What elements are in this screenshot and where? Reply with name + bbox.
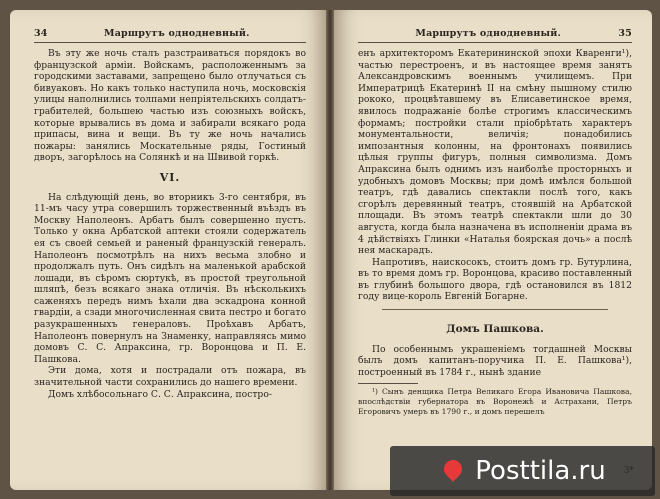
paragraph: Домъ хлѣбосольнаго С. С. Апраксина, постро- <box>48 388 272 400</box>
right-page <box>334 10 652 490</box>
book-spine <box>326 10 334 490</box>
paragraph: Въ эту же ночь сталъ разстраиваться порядокъ во французской арміи. Войскамъ, расположеннымъ за городскими заставами, запрещено было отлучаться съ бивуаковъ. Но какъ только наступила ночь, московскія улицы наполнились толпами непріятельскихъ солдатъ-грабителей, большею частью изъ союзныхъ войскъ, которые врывались въ дома и забирали всякаго рода припасы, вина и вещи. Въ ту же ночь начались пожары: занялись Москательные ряды, Гостиный дворъ, загорѣлось на Солянкѣ и на Швивой горкѣ. <box>34 48 306 164</box>
left-running-head: Маршрутъ однодневный. <box>103 28 250 39</box>
watermark-text: Posttila.ru <box>475 456 606 486</box>
footnote: ¹) Сынъ денщика Петра Великаго Егора Ивановича Пашкова, впослѣдствіи губернатора въ Воронежѣ и Астрахани, Петръ Егоровичъ умеръ въ 1790 г., и домъ перешелъ <box>358 387 632 416</box>
left-page-number: 34 <box>34 28 48 39</box>
left-header-rule <box>34 42 306 43</box>
paragraph: Эти дома, хотя и пострадали отъ пожара, въ значительной части сохранились до нашего времени. <box>34 365 306 389</box>
section-title: Домъ Пашкова. <box>446 323 544 336</box>
pin-logo-icon <box>439 457 467 485</box>
left-page-text <box>34 48 306 400</box>
paragraph: Напротивъ, наискосокъ, стоитъ домъ гр. Бутурлина, въ то время домъ гр. Воронцова, красиво поставленный въ глубинѣ большого двора, гдѣ остановился въ 1812 году вице-король Евгеній Богарне. <box>358 256 632 303</box>
section-divider <box>382 309 608 310</box>
paragraph: енъ архитекторомъ Екатерининской эпохи Кваренги¹), частью перестроенъ, и въ настоящее время занятъ Александровскимъ военнымъ училищемъ. При Императрицѣ Екатеринѣ II на смѣну пышному стилю рококо, процвѣтавшему въ Елисаветинское время, явилось подражаніе болѣе строгимъ классическимъ формамъ; постройки стали пріобрѣтать характеръ монументальности, величія; понадобились импозантныя колонны, на фронтонахъ появились цѣлыя группы фигуръ, полныя символизма. Домъ Апраксина былъ однимъ изъ наиболѣе просторныхъ и удобныхъ домовъ Москвы; при домѣ имѣлся большой театръ, гдѣ давались спектакли послѣ того, какъ сгорѣлъ деревянный театръ, стоявшій на Арбатской площади. Въ этомъ театрѣ спектакли шли до 30 августа, когда была назначена въ исполненіи драма въ 4 дѣйствіяхъ Глинки «Наталья боярская дочь» а послѣ нея маскарадъ. <box>358 48 632 257</box>
left-page <box>10 10 326 490</box>
footnote-rule <box>358 383 418 384</box>
right-page-number: 35 <box>618 28 632 39</box>
paragraph: На слѣдующій день, во вторникъ 3-го сентября, въ 11-мъ часу утра совершилъ торжественный въѣздъ въ Москву Наполеонъ. Арбатъ былъ совершенно пустъ. Только у окна Арбатской аптеки стояли содержатель ея съ своей семьей и раненый французскій генералъ. Наполеонъ посмотрѣлъ на нихъ весьма злобно и продолжалъ путь. Онъ сидѣлъ на маленькой арабской лошади, въ сѣромъ сюртукѣ, въ простой треугольной шляпѣ, безъ всякаго знака отличія. Въ нѣсколькихъ саженяхъ передъ нимъ ѣхали два эскадрона конной гвардіи, а сзади многочисленная свита пестро и богато разукрашенныхъ генераловъ. Проѣхавъ Арбатъ, Наполеонъ повернулъ на Знаменку, направляясь мимо домовъ С. С. Апраксина, гр. Воронцова и П. Е. Пашкова. <box>34 191 306 365</box>
right-page-text <box>358 48 632 416</box>
watermark <box>390 446 655 496</box>
right-page-header <box>358 28 632 42</box>
right-running-head: Маршрутъ однодневный. <box>415 28 562 39</box>
right-header-rule <box>358 42 632 43</box>
chapter-heading: VI. <box>159 170 181 184</box>
left-page-header <box>34 28 306 42</box>
paragraph: По особеннымъ украшеніемъ тогдашней Москвы былъ домъ капитанъ-поручика П. Е. Пашкова¹), построенный въ 1784 г., нынѣ здание <box>358 343 632 378</box>
